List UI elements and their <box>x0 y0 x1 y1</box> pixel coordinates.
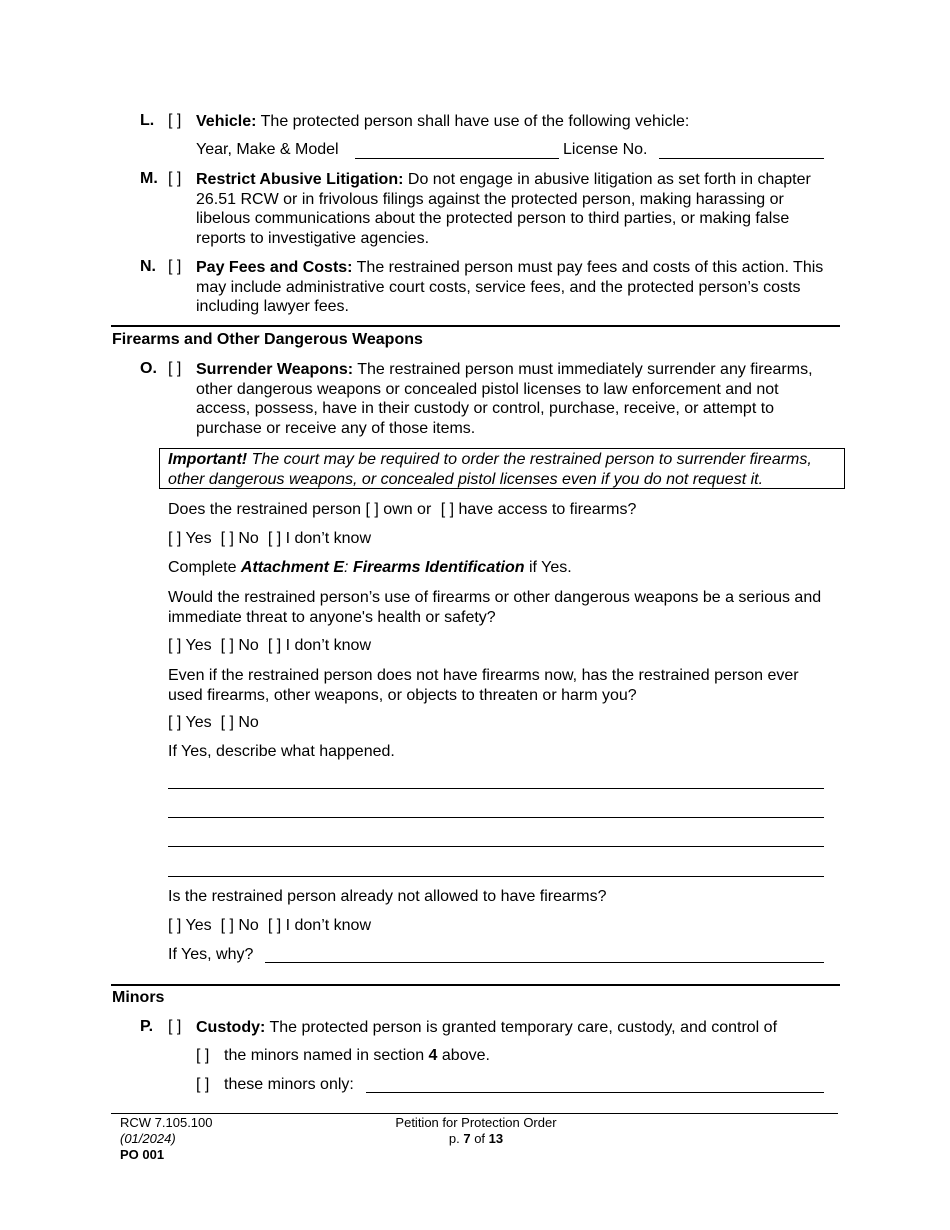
no-checkbox[interactable]: [ ] No <box>220 637 259 654</box>
item-m-text <box>196 170 826 248</box>
item-n-description: The restrained person must pay fees and costs of this action. This may include administrative court costs, service fees, and the protected person’s costs including lawyer fees. <box>196 259 824 315</box>
dont-know-checkbox[interactable]: [ ] I don’t know <box>267 530 371 547</box>
page-number: 7 <box>463 1131 471 1146</box>
minors-section-heading: Minors <box>112 989 165 1006</box>
item-letter-o: O. <box>140 360 157 377</box>
item-m-checkbox[interactable]: [ ] <box>168 170 182 187</box>
item-letter-m: M. <box>140 170 158 187</box>
footer-rcw: RCW 7.105.100 <box>120 1115 213 1130</box>
item-o-text <box>196 360 826 438</box>
footer-center <box>376 1115 576 1147</box>
item-letter-n: N. <box>140 258 156 275</box>
footer-left <box>120 1115 213 1163</box>
dont-know-checkbox[interactable]: [ ] I don’t know <box>267 637 371 654</box>
license-no-label: License No. <box>563 141 648 158</box>
why-label: If Yes, why? <box>168 946 254 963</box>
yes-checkbox[interactable]: [ ] Yes <box>168 530 212 547</box>
item-o-checkbox[interactable]: [ ] <box>168 360 182 377</box>
item-n-text <box>196 258 826 317</box>
question-used-weapons: Even if the restrained person does not have firearms now, has the restrained person ever used firearms, other weapons, or objects to threaten or harm you? <box>168 667 799 704</box>
section-number: 4 <box>428 1047 438 1064</box>
item-p-title: Custody: <box>196 1019 266 1036</box>
minors-named-text-b: above. <box>437 1047 490 1064</box>
q1-text-a: Does the restrained person <box>168 501 366 518</box>
item-l-title: Vehicle: <box>196 113 257 130</box>
description-line[interactable] <box>168 846 824 847</box>
item-m-title: Restrict Abusive Litigation: <box>196 171 404 188</box>
no-checkbox[interactable]: [ ] No <box>220 530 259 547</box>
minors-named-text-a: the minors named in section <box>224 1047 429 1064</box>
year-make-model-label: Year, Make & Model <box>196 141 339 158</box>
item-letter-l: L. <box>140 112 155 129</box>
yes-checkbox[interactable]: [ ] Yes <box>168 917 212 934</box>
footer-form-number: PO 001 <box>120 1147 165 1162</box>
section-divider <box>111 325 840 327</box>
item-m-description: Do not engage in abusive litigation as set forth in chapter 26.51 RCW or in frivolous filings against the protected person, making harassing or libelous communications about the protected person to third parties, or making false reports to investigative agencies. <box>196 171 811 247</box>
answer-row-q4 <box>168 917 371 935</box>
q1-text-b: own or <box>378 501 436 518</box>
minors-named-text <box>224 1047 490 1065</box>
item-l-text <box>196 112 826 132</box>
item-p-description: The protected person is granted temporary care, custody, and control of <box>265 1019 778 1036</box>
item-n-checkbox[interactable]: [ ] <box>168 258 182 275</box>
dont-know-checkbox[interactable]: [ ] I don’t know <box>267 917 371 934</box>
these-minors-checkbox[interactable]: [ ] <box>196 1076 210 1093</box>
footer-title: Petition for Protection Order <box>395 1115 557 1130</box>
minors-named-checkbox[interactable]: [ ] <box>196 1047 210 1064</box>
item-letter-p: P. <box>140 1018 154 1035</box>
year-make-model-field[interactable] <box>355 158 559 159</box>
section-divider <box>111 984 840 986</box>
attachment-text-a: Complete <box>168 559 241 576</box>
attachment-colon: : <box>344 559 353 576</box>
own-checkbox[interactable]: [ ] <box>365 501 379 518</box>
no-checkbox[interactable]: [ ] No <box>220 917 259 934</box>
important-text: The court may be required to order the restrained person to surrender firearms, other dangerous weapons, or concealed pistol licenses even if you do not request it. <box>168 451 812 488</box>
page-total: 13 <box>488 1131 504 1146</box>
item-p-checkbox[interactable]: [ ] <box>168 1018 182 1035</box>
page-of: of <box>470 1131 489 1146</box>
no-checkbox[interactable]: [ ] No <box>220 714 259 731</box>
attachment-text-e: if Yes. <box>524 559 572 576</box>
attachment-instruction <box>168 559 572 577</box>
item-o-title: Surrender Weapons: <box>196 361 354 378</box>
description-line[interactable] <box>168 788 824 789</box>
answer-row-q2 <box>168 637 371 655</box>
important-notice-box <box>159 448 845 489</box>
footer-divider <box>111 1113 838 1114</box>
these-minors-field[interactable] <box>366 1092 824 1093</box>
question-serious-threat: Would the restrained person’s use of firearms or other dangerous weapons be a serious and immediate threat to anyone's health or safety? <box>168 589 822 626</box>
item-p-text <box>196 1018 826 1038</box>
page-prefix: p. <box>448 1131 464 1146</box>
these-minors-label: these minors only: <box>224 1076 354 1093</box>
important-lead: Important! <box>168 451 248 468</box>
question-not-allowed: Is the restrained person already not allowed to have firearms? <box>168 888 607 905</box>
item-o-description: The restrained person must immediately surrender any firearms, other dangerous weapons or concealed pistol licenses to law enforcement and not access, possess, have in their custody or control, purchase, receive, or attempt to purchase or receive any of those items. <box>196 361 813 437</box>
yes-checkbox[interactable]: [ ] Yes <box>168 637 212 654</box>
question-own-access <box>168 501 636 519</box>
item-l-description: The protected person shall have use of the following vehicle: <box>256 113 690 130</box>
answer-row-q3 <box>168 714 259 732</box>
description-line[interactable] <box>168 876 824 877</box>
why-field[interactable] <box>265 962 824 963</box>
q1-text-c: have access to firearms? <box>454 501 637 518</box>
item-l-checkbox[interactable]: [ ] <box>168 112 182 129</box>
description-line[interactable] <box>168 817 824 818</box>
license-no-field[interactable] <box>659 158 824 159</box>
footer-date: (01/2024) <box>120 1131 176 1146</box>
access-checkbox[interactable]: [ ] <box>440 501 455 518</box>
attachment-title: Firearms Identification <box>352 559 525 576</box>
answer-row-q1 <box>168 530 371 548</box>
item-n-title: Pay Fees and Costs: <box>196 259 353 276</box>
footer-page <box>376 1131 576 1147</box>
yes-checkbox[interactable]: [ ] Yes <box>168 714 212 731</box>
describe-prompt: If Yes, describe what happened. <box>168 743 395 760</box>
firearms-section-heading: Firearms and Other Dangerous Weapons <box>112 331 423 348</box>
attachment-name: Attachment E <box>240 559 345 576</box>
